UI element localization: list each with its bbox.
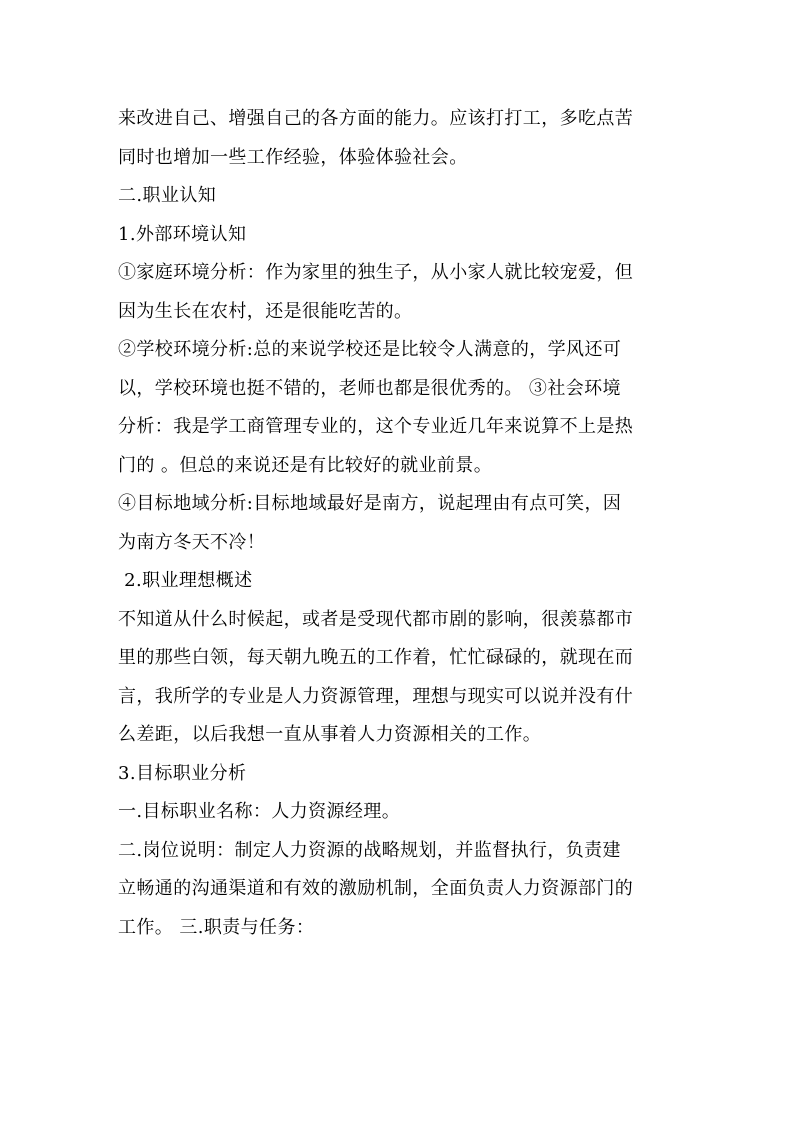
text-line: 么差距，以后我想一直从事着人力资源相关的工作。 [118, 724, 542, 745]
subsection-heading: 2.职业理想概述 [118, 570, 253, 591]
text-line: 立畅通的沟通渠道和有效的激励机制，全面负责人力资源部门的 [118, 878, 634, 899]
text-line: 以，学校环境也挺不错的，老师也都是很优秀的。 ③社会环境 [118, 377, 621, 399]
section-heading: 二.职业认知 [118, 185, 217, 206]
text-line: 分析：我是学工商管理专业的，这个专业近几年来说算不上是热 [118, 416, 634, 437]
document-body [118, 100, 678, 947]
text-line: ②学校环境分析:总的来说学校还是比较令人满意的，学风还可 [118, 339, 622, 360]
subsection-heading: 3.目标职业分析 [118, 762, 247, 784]
text-line: 因为生长在农村，还是很能吃苦的。 [118, 300, 413, 322]
text-line: 同时也增加一些工作经验，体验体验社会。 [118, 146, 468, 168]
text-line: 二.岗位说明：制定人力资源的战略规划，并监督执行，负责建 [118, 839, 621, 861]
text-line: 言，我所学的专业是人力资源管理，理想与现实可以说并没有什 [118, 685, 634, 707]
text-line: 不知道从什么时候起，或者是受现代都市剧的影响，很羡慕都市 [118, 608, 634, 630]
text-line: 一.目标职业名称：人力资源经理。 [118, 801, 401, 822]
text-line: 门的 。但总的来说还是有比较好的就业前景。 [118, 454, 493, 476]
text-line: ④目标地域分析:目标地域最好是南方，说起理由有点可笑，因 [118, 493, 622, 514]
text-line: 工作。 三.职责与任务： [118, 916, 315, 938]
text-line: 为南方冬天不冷！ [118, 531, 266, 553]
text-line: 里的那些白领，每天朝九晚五的工作着，忙忙碌碌的，就现在而 [118, 647, 634, 668]
subsection-heading: 1.外部环境认知 [118, 223, 247, 245]
text-line: ①家庭环境分析：作为家里的独生子，从小家人就比较宠爱，但 [118, 262, 634, 283]
text-line: 来改进自己、增强自己的各方面的能力。应该打打工，多吃点苦 [118, 108, 634, 129]
